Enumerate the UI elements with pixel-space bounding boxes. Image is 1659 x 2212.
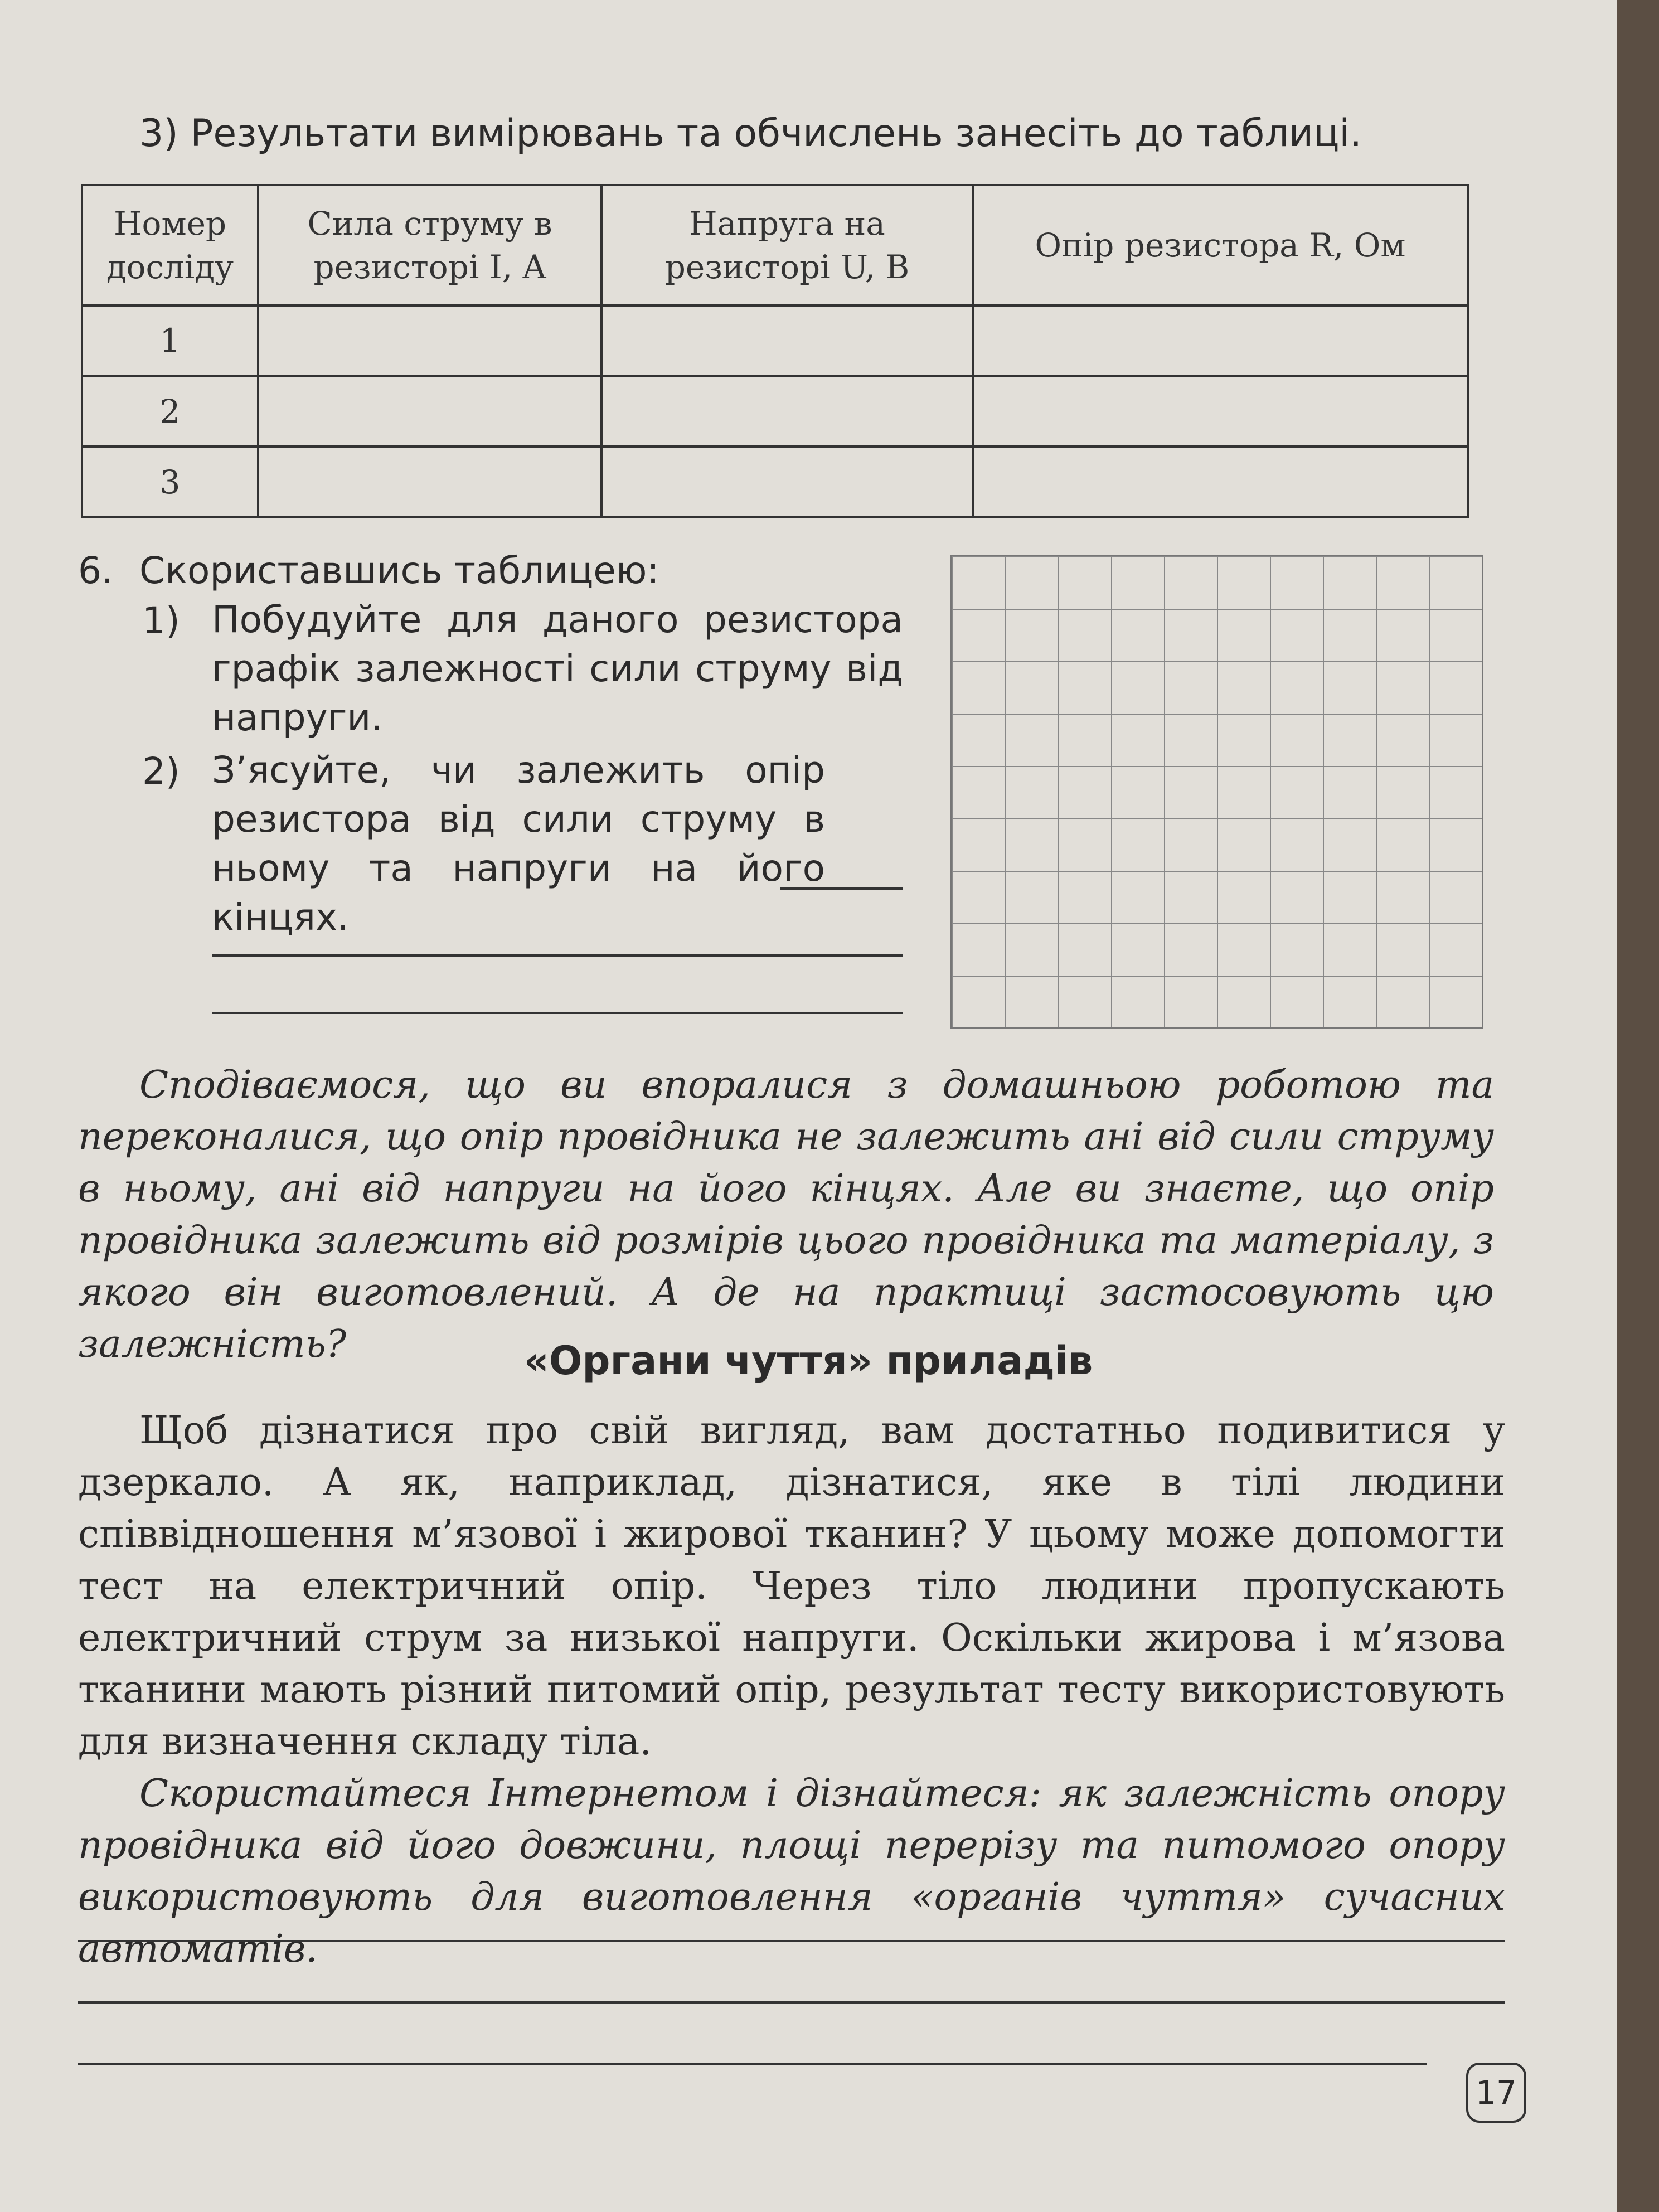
- row-number: 2: [82, 376, 258, 447]
- cell-resistance[interactable]: [973, 376, 1468, 447]
- section-title: «Органи чуття» приладів: [523, 1338, 1093, 1384]
- cell-current[interactable]: [258, 305, 601, 376]
- header-voltage: Напруга на резисторі U, B: [601, 185, 973, 305]
- graph-grid[interactable]: [950, 555, 1483, 1029]
- section-paragraph: Щоб дізнатися про свій вигляд, вам достатньо подивитися у дзеркало. А як, наприклад, дізнатися, яке в тілі людини співвідношення м’язової і жирової тканин? У цьому може допомогти тест на електричний опір. Через тіло людини пропускають електричний струм за низької напруги. Оскільки жирова і м’язова тканини мають різний питомий опір, результат тесту використовують для визначення складу тіла.: [78, 1409, 1505, 1764]
- header-current: Сила струму в резисторі I, A: [258, 185, 601, 305]
- section-task: Скористайтеся Інтернетом і дізнайтеся: як залежність опору провідника від його довжини, площі перерізу та питомого опору використовують для виготовлення «органів чуття» сучасних автоматів.: [78, 1772, 1505, 1971]
- cell-resistance[interactable]: [973, 305, 1468, 376]
- task6-item2-marker: 2): [142, 750, 180, 793]
- answer-line[interactable]: [212, 1012, 903, 1014]
- task6-title: Скориставшись таблицею:: [139, 549, 659, 592]
- intro-italic-paragraph: Сподіваємося, що ви впоралися з домашньою роботою та переконалися, що опір провідника не залежить ані від сили струму в ньому, ані від напруги на його кінцях. Але ви знаєте, що опір провідника залежить від розмірів цього провідника та матеріалу, з якого він виготовлений. А де на практиці застосовують цю залежність?: [78, 1063, 1494, 1366]
- row-number: 3: [82, 447, 258, 517]
- answer-line[interactable]: [212, 954, 903, 957]
- cell-current[interactable]: [258, 447, 601, 517]
- answer-line[interactable]: [78, 2001, 1505, 2004]
- header-experiment-number: Номер досліду: [82, 185, 258, 305]
- answer-line[interactable]: [780, 887, 903, 890]
- task6-number: 6.: [78, 549, 113, 592]
- task6-item2-text: З’ясуйте, чи залежить опір резистора від сили струму в ньому та напруги на його кінцях.: [212, 749, 825, 939]
- table-row: [82, 305, 1468, 376]
- table-row: [82, 447, 1468, 517]
- table-row: [82, 376, 1468, 447]
- cell-voltage[interactable]: [601, 447, 973, 517]
- task3-heading: 3) Результати вимірювань та обчислень занесіть до таблиці.: [139, 111, 1362, 156]
- header-resistance: Опір резистора R, Ом: [973, 185, 1468, 305]
- row-number: 1: [82, 305, 258, 376]
- section-body: [78, 1405, 1505, 1975]
- book-edge: [1617, 0, 1659, 2212]
- answer-line[interactable]: [78, 1940, 1505, 1942]
- cell-current[interactable]: [258, 376, 601, 447]
- cell-resistance[interactable]: [973, 447, 1468, 517]
- results-table: [81, 184, 1469, 518]
- answer-line[interactable]: [78, 2063, 1427, 2065]
- task6-item1-marker: 1): [142, 599, 180, 642]
- task6-item1-text: Побудуйте для даного резистора графік залежності сили струму від напруги.: [212, 598, 903, 739]
- page-number: 17: [1466, 2063, 1526, 2123]
- table-header-row: [82, 185, 1468, 305]
- cell-voltage[interactable]: [601, 305, 973, 376]
- cell-voltage[interactable]: [601, 376, 973, 447]
